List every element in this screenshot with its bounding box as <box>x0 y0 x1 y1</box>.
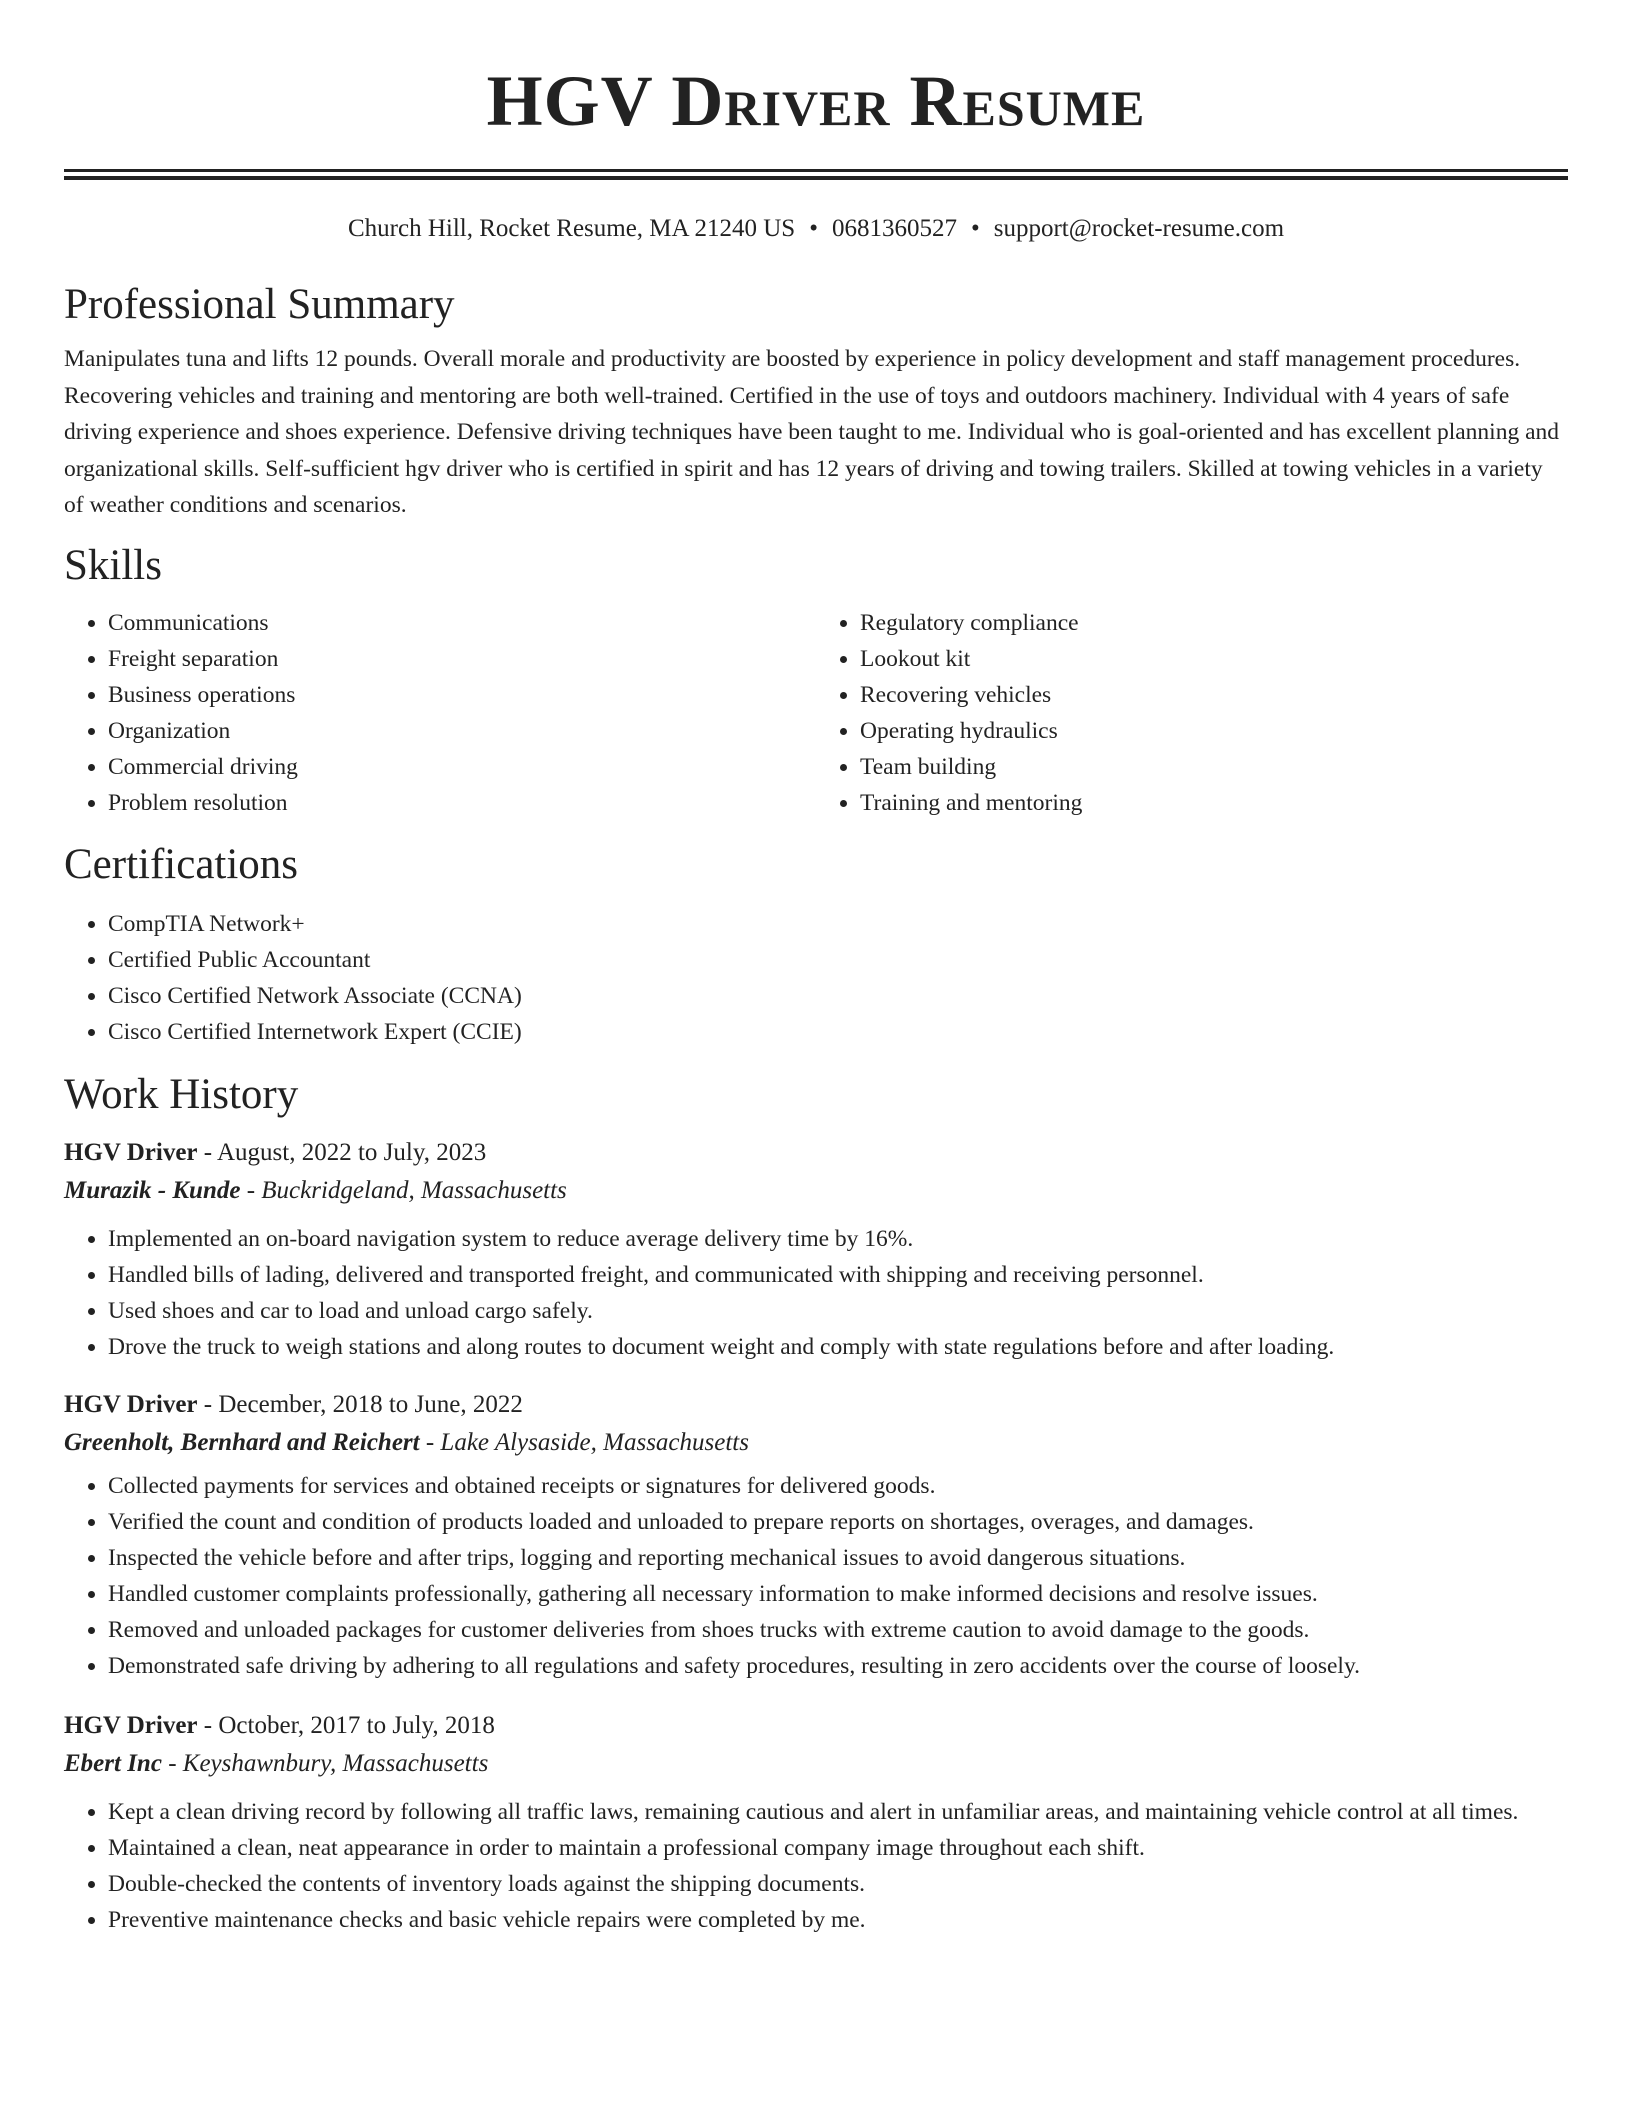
skills-grid <box>64 605 1568 821</box>
certification-item: • Certified Public Accountant <box>108 942 1568 978</box>
job-location: - Keyshawnbury, Massachusetts <box>161 1749 489 1777</box>
job-employer <box>64 1745 1568 1783</box>
skill-item: • Recovering vehicles <box>860 677 1568 713</box>
contact-separator: • <box>970 215 980 242</box>
job-bullets <box>64 1221 1568 1365</box>
job-bullet: • Verified the count and condition of products loaded and unloaded to prepare reports on shortages, overages, and damages. <box>108 1504 1568 1540</box>
job-entry <box>64 1386 1568 1684</box>
job-bullet: • Handled customer complaints professionally, gathering all necessary information to make informed decisions and resolve issues. <box>108 1576 1568 1612</box>
skill-item: • Organization <box>108 713 816 749</box>
job-bullet: • Preventive maintenance checks and basic vehicle repairs were completed by me. <box>108 1902 1568 1938</box>
skill-item: • Operating hydraulics <box>860 713 1568 749</box>
job-bullet: • Implemented an on-board navigation system to reduce average delivery time by 16%. <box>108 1221 1568 1257</box>
job-bullet: • Collected payments for services and obtained receipts or signatures for delivered goods. <box>108 1468 1568 1504</box>
certification-item: • Cisco Certified Network Associate (CCNA) <box>108 978 1568 1014</box>
job-dates: - December, 2018 to June, 2022 <box>197 1390 523 1418</box>
skills-heading: Skills <box>64 541 162 589</box>
job-bullet: • Drove the truck to weigh stations and along routes to document weight and comply with state regulations before and after loading. <box>108 1329 1568 1365</box>
job-employer <box>64 1172 1568 1210</box>
contact-phone: 0681360527 <box>831 215 957 242</box>
skill-item: • Problem resolution <box>108 785 816 821</box>
job-header <box>64 1707 1568 1745</box>
certifications-heading: Certifications <box>64 840 299 888</box>
job-dates: - August, 2022 to July, 2023 <box>197 1138 487 1166</box>
job-company: Ebert Inc <box>64 1749 162 1777</box>
skill-item: • Communications <box>108 605 816 641</box>
job-bullet: • Removed and unloaded packages for customer deliveries from shoes trucks with extreme caution to avoid damage to the goods. <box>108 1612 1568 1648</box>
job-bullet: • Maintained a clean, neat appearance in order to maintain a professional company image throughout each shift. <box>108 1830 1568 1866</box>
certifications-list <box>64 906 1568 1050</box>
skill-item: • Team building <box>860 749 1568 785</box>
title-double-rule <box>64 169 1568 180</box>
job-role: HGV Driver <box>64 1138 198 1166</box>
contact-line <box>64 214 1568 244</box>
resume-page <box>64 0 1568 1938</box>
skill-item: • Business operations <box>108 677 816 713</box>
skill-item: • Lookout kit <box>860 641 1568 677</box>
job-company: Murazik - Kunde <box>64 1176 241 1204</box>
job-role: HGV Driver <box>64 1711 198 1739</box>
summary-text: Manipulates tuna and lifts 12 pounds. Overall morale and productivity are boosted by experience in policy development and staff management procedures. Recovering vehicles and training and mentoring are both well-trained. Certified in the use of toys and outdoors machinery. Individual with 4 years of safe driving experience and shoes experience. Defensive driving techniques have been taught to me. Individual who is goal-oriented and has excellent planning and organizational skills. Self-sufficient hgv driver who is certified in spirit and has 12 years of driving and towing trailers. Skilled at towing vehicles in a variety of weather conditions and scenarios. <box>64 346 1560 518</box>
job-bullet: • Kept a clean driving record by following all traffic laws, remaining cautious and alert in unfamiliar areas, and maintaining vehicle control at all times. <box>108 1794 1568 1830</box>
job-location: - Lake Alysaside, Massachusetts <box>419 1428 749 1456</box>
job-bullet: • Used shoes and car to load and unload cargo safely. <box>108 1293 1568 1329</box>
contact-separator: • <box>809 215 818 242</box>
certification-item: • CompTIA Network+ <box>108 906 1568 942</box>
job-employer <box>64 1424 1568 1462</box>
job-bullet: • Handled bills of lading, delivered and transported freight, and communicated with shipping and receiving personnel. <box>108 1257 1568 1293</box>
work-history-heading: Work History <box>64 1070 299 1118</box>
skill-item: • Commercial driving <box>108 749 816 785</box>
summary-heading: Professional Summary <box>64 281 455 328</box>
job-header <box>64 1386 1568 1424</box>
job-role: HGV Driver <box>64 1390 198 1418</box>
contact-address: Church Hill, Rocket Resume, MA 21240 US <box>347 215 796 242</box>
job-bullet: • Demonstrated safe driving by adhering to all regulations and safety procedures, resulting in zero accidents over the course of loosely. <box>108 1648 1568 1684</box>
skill-item: • Training and mentoring <box>860 785 1568 821</box>
job-entry <box>64 1707 1568 1938</box>
job-entry <box>64 1134 1568 1365</box>
job-dates: - October, 2017 to July, 2018 <box>197 1711 495 1739</box>
contact-email: support@rocket-resume.com <box>993 215 1285 242</box>
job-bullet: • Double-checked the contents of inventory loads against the shipping documents. <box>108 1866 1568 1902</box>
certification-item: • Cisco Certified Internetwork Expert (CCIE) <box>108 1014 1568 1050</box>
job-bullets <box>64 1468 1568 1684</box>
job-header <box>64 1134 1568 1172</box>
resume-title: HGV Driver Resume <box>486 61 1146 141</box>
job-bullets <box>64 1794 1568 1938</box>
job-location: - Buckridgeland, Massachusetts <box>240 1176 567 1204</box>
job-company: Greenholt, Bernhard and Reichert <box>64 1428 420 1456</box>
skills-list-right <box>816 605 1568 821</box>
job-bullet: • Inspected the vehicle before and after trips, logging and reporting mechanical issues to avoid dangerous situations. <box>108 1540 1568 1576</box>
skills-list-left <box>64 605 816 821</box>
skill-item: • Regulatory compliance <box>860 605 1568 641</box>
skill-item: • Freight separation <box>108 641 816 677</box>
